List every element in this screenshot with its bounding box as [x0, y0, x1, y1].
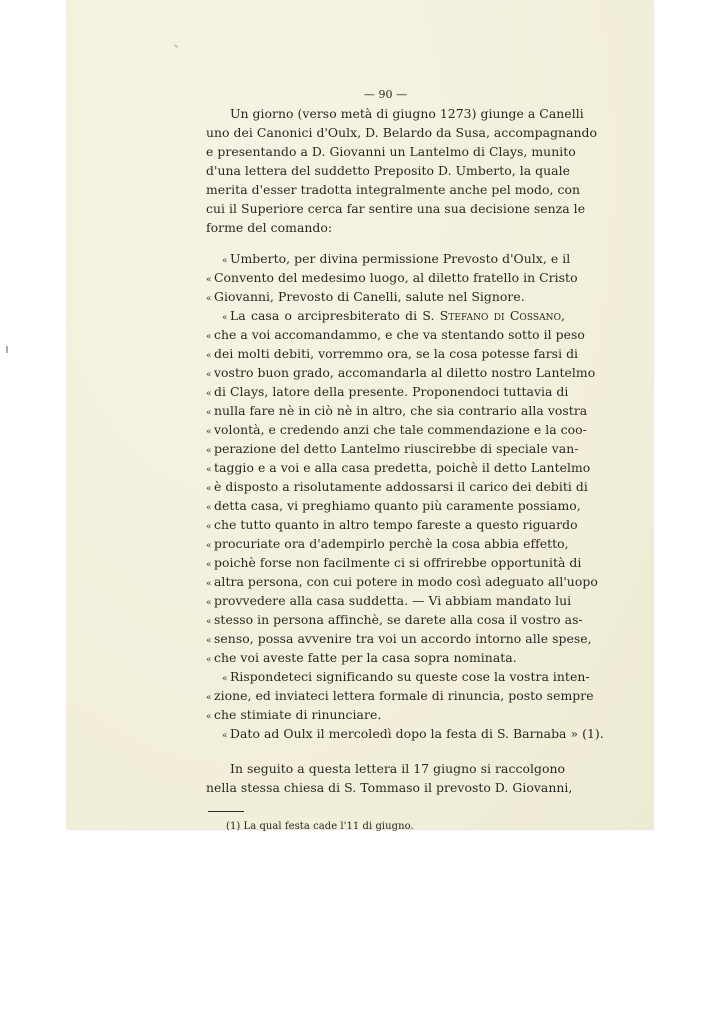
book-page: [66, 0, 653, 832]
text-line: [206, 515, 578, 534]
text-line: [206, 705, 565, 724]
quote-mark: «: [206, 636, 212, 646]
quoted-letter: [206, 249, 604, 743]
scan-artifact-mark: [6, 346, 8, 353]
paragraph-1: [206, 104, 598, 237]
quote-mark: «: [206, 617, 212, 627]
text-line: [206, 420, 587, 439]
line-text: perazione del detto Lantelmo riuscirebbe di speciale van-: [214, 441, 579, 456]
line-text: procuriate ora d'adempirlo perchè la cosa abbia effetto,: [214, 536, 569, 551]
text-line: [206, 363, 596, 382]
line-text: detta casa, vi preghiamo quanto più caramente possiamo,: [214, 498, 581, 513]
quote-mark: «: [206, 294, 212, 304]
line-text: provvedere alla casa suddetta. — Vi abbiam mandato lui: [214, 593, 572, 608]
quote-mark: «: [206, 408, 212, 418]
text-line: [206, 401, 588, 420]
line-text: poichè forse non facilmente ci si offrirebbe opportunità di: [214, 555, 582, 570]
text-line: [206, 648, 565, 667]
text-line: e presentando a D. Giovanni un Lantelmo di Clays, munito: [206, 144, 576, 159]
quote-mark: «: [206, 693, 212, 703]
text-line: [206, 534, 569, 553]
line-text: Convento del medesimo luogo, al diletto fratello in Cristo: [214, 270, 578, 285]
line-text: stesso in persona affinchè, se darete alla cosa il vostro as-: [214, 612, 583, 627]
text-line: In seguito a questa lettera il 17 giugno si raccolgono: [230, 761, 565, 776]
text-line: [206, 477, 588, 496]
text-line: [206, 268, 578, 287]
text-line: [206, 382, 569, 401]
text-line: merita d'esser tradotta integralmente anche pel modo, con: [206, 182, 581, 197]
quote-mark: «: [222, 313, 228, 323]
text-line: cui il Superiore cerca far sentire una sua decisione senza le: [206, 201, 586, 216]
line-text: Rispondeteci significando su queste cose la vostra inten-: [230, 669, 590, 684]
line-text: nulla fare nè in ciò nè in altro, che sia contrario alla vostra: [214, 403, 588, 418]
line-text: dei molti debiti, vorremmo ora, se la cosa potesse farsi di: [214, 346, 579, 361]
text-line: [206, 496, 581, 515]
line-text: Giovanni, Prevosto di Canelli, salute nel Signore.: [214, 289, 525, 304]
line-text: che tutto quanto in altro tempo fareste a questo riguardo: [214, 517, 578, 532]
footnote-rule: [208, 811, 244, 812]
place-name-smallcaps: Stefano di Cossano,: [439, 308, 565, 323]
text-line: [206, 667, 590, 686]
line-text: che stimiate di rinunciare.: [214, 707, 382, 722]
paragraph-2: [206, 759, 573, 797]
quote-mark: «: [206, 427, 212, 437]
line-text: altra persona, con cui potere in modo così adeguato all'uopo: [214, 574, 598, 589]
line-text: che voi aveste fatte per la casa sopra nominata.: [214, 650, 517, 665]
text-line: [206, 629, 592, 648]
quote-mark: «: [206, 598, 212, 608]
text-line: [206, 553, 582, 572]
quote-mark: «: [206, 522, 212, 532]
quote-mark: «: [206, 712, 212, 722]
quote-mark: «: [206, 541, 212, 551]
text-line: forme del comando:: [206, 220, 333, 235]
quote-mark: «: [206, 370, 212, 380]
page-number: — 90 —: [363, 88, 408, 101]
line-text: Dato ad Oulx il mercoledì dopo la festa di S. Barnaba » (1).: [230, 726, 604, 741]
quote-mark: «: [222, 256, 228, 266]
text-line: [206, 306, 565, 325]
quote-mark: «: [206, 446, 212, 456]
quote-mark: «: [206, 503, 212, 513]
text-line: [206, 686, 594, 705]
spacer: [206, 237, 565, 249]
line-text: è disposto a risolutamente addossarsi il carico dei debiti di: [214, 479, 588, 494]
quote-mark: «: [206, 655, 212, 665]
line-text: zione, ed inviateci lettera formale di rinuncia, posto sempre: [214, 688, 594, 703]
quote-mark: «: [206, 389, 212, 399]
quote-mark: «: [222, 674, 228, 684]
quote-mark: «: [206, 579, 212, 589]
text-line: [206, 458, 591, 477]
text-line: [206, 439, 579, 458]
text-line: [206, 325, 585, 344]
line-text: La casa o arcipresbiterato di S.: [230, 308, 440, 323]
line-text: volontà, e credendo anzi che tale commendazione e la coo-: [214, 422, 587, 437]
text-line: [206, 724, 604, 743]
quote-mark: «: [206, 560, 212, 570]
text-line: [206, 249, 571, 268]
text-line: uno dei Canonici d'Oulx, D. Belardo da Susa, accompagnando: [206, 125, 598, 140]
line-text: Umberto, per divina permissione Prevosto d'Oulx, e il: [230, 251, 571, 266]
line-text: senso, possa avvenire tra voi un accordo intorno alle spese,: [214, 631, 592, 646]
text-line: [206, 572, 598, 591]
quote-mark: «: [206, 332, 212, 342]
text-line: [206, 610, 583, 629]
quote-mark: «: [206, 351, 212, 361]
line-text: che a voi accomandammo, e che va stentando sotto il peso: [214, 327, 585, 342]
text-line: [206, 287, 565, 306]
spacer: [206, 743, 565, 759]
text-line: [206, 591, 572, 610]
text-line: [206, 344, 579, 363]
footnote: (1) La qual festa cade l'11 di giugno.: [226, 821, 414, 832]
line-text: taggio e a voi e alla casa predetta, poichè il detto Lantelmo: [214, 460, 591, 475]
text-line: nella stessa chiesa di S. Tommaso il prevosto D. Giovanni,: [206, 780, 573, 795]
quote-mark: «: [206, 465, 212, 475]
line-text: di Clays, latore della presente. Proponendoci tuttavia di: [214, 384, 569, 399]
text-line: Un giorno (verso metà di giugno 1273) giunge a Canelli: [230, 106, 584, 121]
quote-mark: «: [206, 275, 212, 285]
line-text: vostro buon grado, accomandarla al diletto nostro Lantelmo: [214, 365, 596, 380]
quote-mark: «: [222, 731, 228, 741]
page-text: [206, 85, 604, 835]
quote-mark: «: [206, 484, 212, 494]
paper-speck: [174, 44, 178, 48]
text-line: d'una lettera del suddetto Preposito D. Umberto, la quale: [206, 163, 570, 178]
